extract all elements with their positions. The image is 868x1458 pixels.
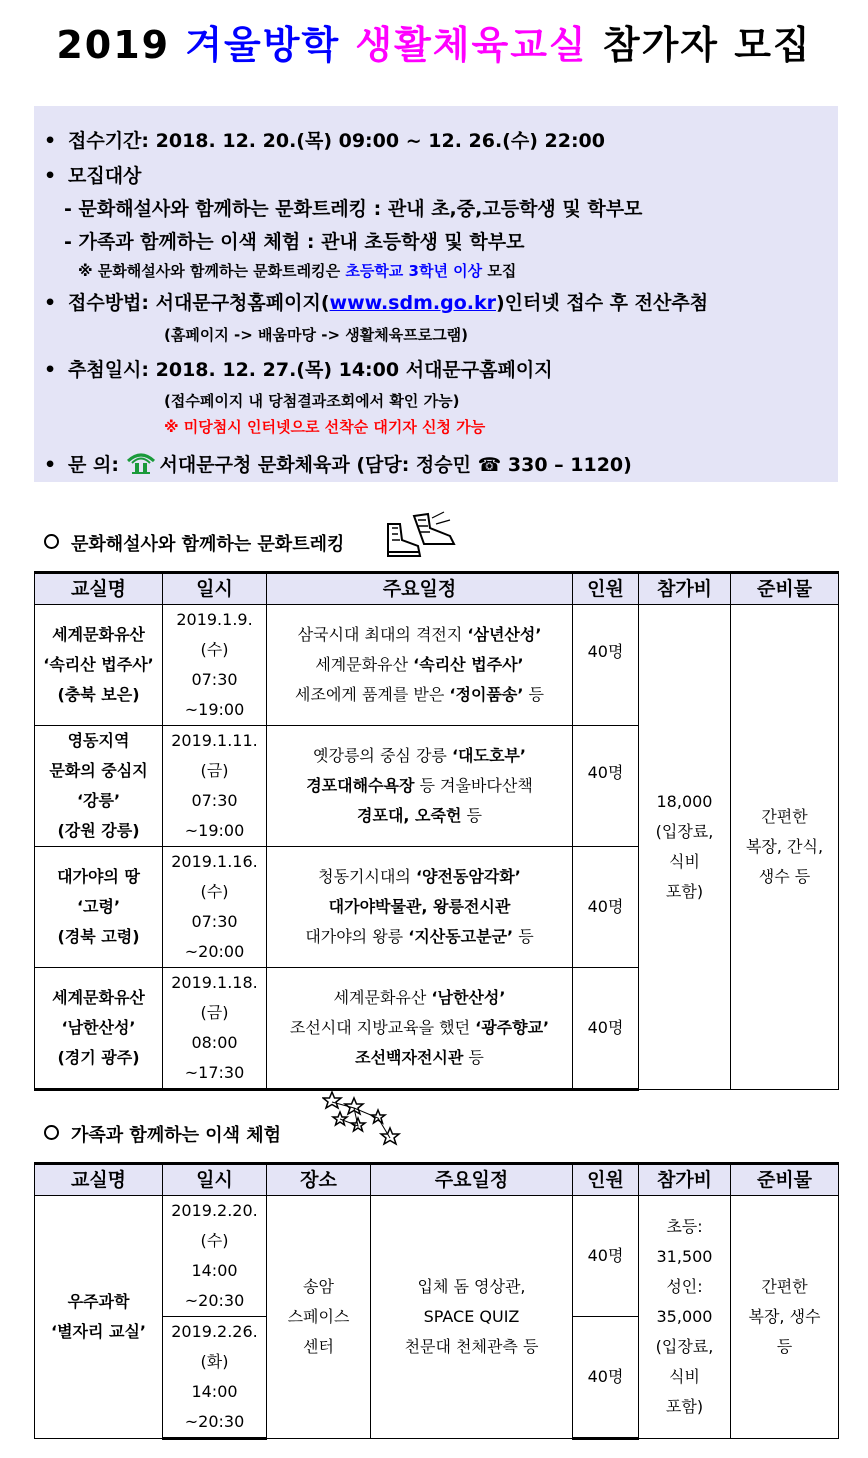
circle-bullet-icon — [44, 534, 59, 549]
col-header: 인원 — [573, 573, 639, 605]
homepage-link[interactable]: www.sdm.go.kr — [329, 292, 496, 314]
count-cell: 40명 — [573, 847, 639, 968]
prep-cell: 간편한 복장, 생수 등 — [731, 1196, 839, 1439]
fee-cell: 초등: 31,500 성인: 35,000 (입장료, 식비 포함) — [639, 1196, 731, 1439]
schedule-cell: 삼국시대 최대의 격전지 ‘삼년산성’ 세계문화유산 ‘속리산 법주사’ 세조에게 품계를 받은 ‘정이품송’ 등 — [267, 605, 573, 726]
fee-cell: 18,000 (입장료, 식비 포함) — [639, 605, 731, 1090]
method-sub: (홈페이지 -> 배움마당 -> 생활체육프로그램) — [164, 326, 469, 344]
col-header: 참가비 — [639, 1164, 731, 1196]
target-item-1: - 문화해설사와 함께하는 문화트레킹 : 관내 초,중,고등학생 및 학부모 — [64, 198, 643, 220]
prep-cell: 간편한 복장, 간식, 생수 등 — [731, 605, 839, 1090]
trekking-table — [34, 571, 839, 1091]
target-line: • 모집대상 — [44, 165, 142, 187]
date-cell: 2019.1.16. (수) 07:30 ~20:00 — [163, 847, 267, 968]
family-experience-table — [34, 1162, 839, 1440]
target-note: ※ 문화해설사와 함께하는 문화트레킹은 초등학교 3학년 이상 모집 — [78, 262, 517, 280]
count-cell: 40명 — [573, 1317, 639, 1439]
table-header-row — [35, 573, 839, 605]
info-box — [34, 106, 838, 482]
col-header: 준비물 — [731, 1164, 839, 1196]
date-cell: 2019.1.18. (금) 08:00 ~17:30 — [163, 968, 267, 1090]
table-row — [35, 1196, 839, 1317]
section1-heading: 문화해설사와 함께하는 문화트레킹 — [44, 530, 344, 556]
seodaemun-logo-icon — [126, 449, 156, 480]
schedule-cell: 청동기시대의 ‘양전동암각화’ 대가야박물관, 왕릉전시관 대가야의 왕릉 ‘지산동고분군’ 등 — [267, 847, 573, 968]
table-row — [35, 605, 839, 726]
circle-bullet-icon — [44, 1125, 59, 1140]
col-header: 일시 — [163, 1164, 267, 1196]
col-header: 교실명 — [35, 1164, 163, 1196]
col-header: 참가비 — [639, 573, 731, 605]
draw-note: ※ 미당첨시 인터넷으로 선착순 대기자 신청 가능 — [164, 418, 486, 436]
class-name-cell: 세계문화유산 ‘속리산 법주사’ (충북 보은) — [35, 605, 163, 726]
count-cell: 40명 — [573, 605, 639, 726]
col-header: 교실명 — [35, 573, 163, 605]
target-item-2: - 가족과 함께하는 이색 체험 : 관내 초등학생 및 학부모 — [64, 231, 525, 253]
section2-heading: 가족과 함께하는 이색 체험 — [44, 1121, 281, 1147]
constellation-icon — [322, 1088, 402, 1150]
date-cell: 2019.1.11. (금) 07:30 ~19:00 — [163, 726, 267, 847]
col-header: 장소 — [267, 1164, 371, 1196]
schedule-cell: 옛강릉의 중심 강릉 ‘대도호부’ 경포대해수욕장 등 겨울바다산책 경포대, 오죽헌 등 — [267, 726, 573, 847]
method-line: • 접수방법: 서대문구청홈페이지(www.sdm.go.kr)인터넷 접수 후 전산추첨 — [44, 292, 709, 314]
page-title: 2019 겨울방학 생활체육교실 참가자 모집 — [56, 23, 812, 67]
schedule-cell: 입체 돔 영상관, SPACE QUIZ 천문대 천체관측 등 — [371, 1196, 573, 1439]
count-cell: 40명 — [573, 968, 639, 1090]
col-header: 일시 — [163, 573, 267, 605]
date-cell: 2019.2.20. (수) 14:00 ~20:30 — [163, 1196, 267, 1317]
place-cell: 송암 스페이스 센터 — [267, 1196, 371, 1439]
class-name-cell: 세계문화유산 ‘남한산성’ (경기 광주) — [35, 968, 163, 1090]
count-cell: 40명 — [573, 726, 639, 847]
period-line: • 접수기간: 2018. 12. 20.(목) 09:00 ~ 12. 26.(수) 22:00 — [44, 130, 605, 152]
draw-sub: (접수페이지 내 당첨결과조회에서 확인 가능) — [164, 392, 460, 410]
col-header: 주요일정 — [371, 1164, 573, 1196]
draw-line: • 추첨일시: 2018. 12. 27.(목) 14:00 서대문구홈페이지 — [44, 359, 553, 381]
col-header: 인원 — [573, 1164, 639, 1196]
class-name-cell: 영동지역 문화의 중심지 ‘강릉’ (강원 강릉) — [35, 726, 163, 847]
col-header: 주요일정 — [267, 573, 573, 605]
schedule-cell: 세계문화유산 ‘남한산성’ 조선시대 지방교육을 했던 ‘광주향교’ 조선백자전시관 등 — [267, 968, 573, 1090]
class-name-cell: 대가야의 땅 ‘고령’ (경북 고령) — [35, 847, 163, 968]
col-header: 준비물 — [731, 573, 839, 605]
date-cell: 2019.1.9. (수) 07:30 ~19:00 — [163, 605, 267, 726]
count-cell: 40명 — [573, 1196, 639, 1317]
class-name-cell: 우주과학 ‘별자리 교실’ — [35, 1196, 163, 1439]
hiking-boots-icon — [384, 510, 460, 560]
date-cell: 2019.2.26. (화) 14:00 ~20:30 — [163, 1317, 267, 1439]
contact-line: • 문 의: 서대문구청 문화체육과 (담당: 정승민 ☎ 330 – 1120) — [44, 449, 632, 480]
table-header-row — [35, 1164, 839, 1196]
